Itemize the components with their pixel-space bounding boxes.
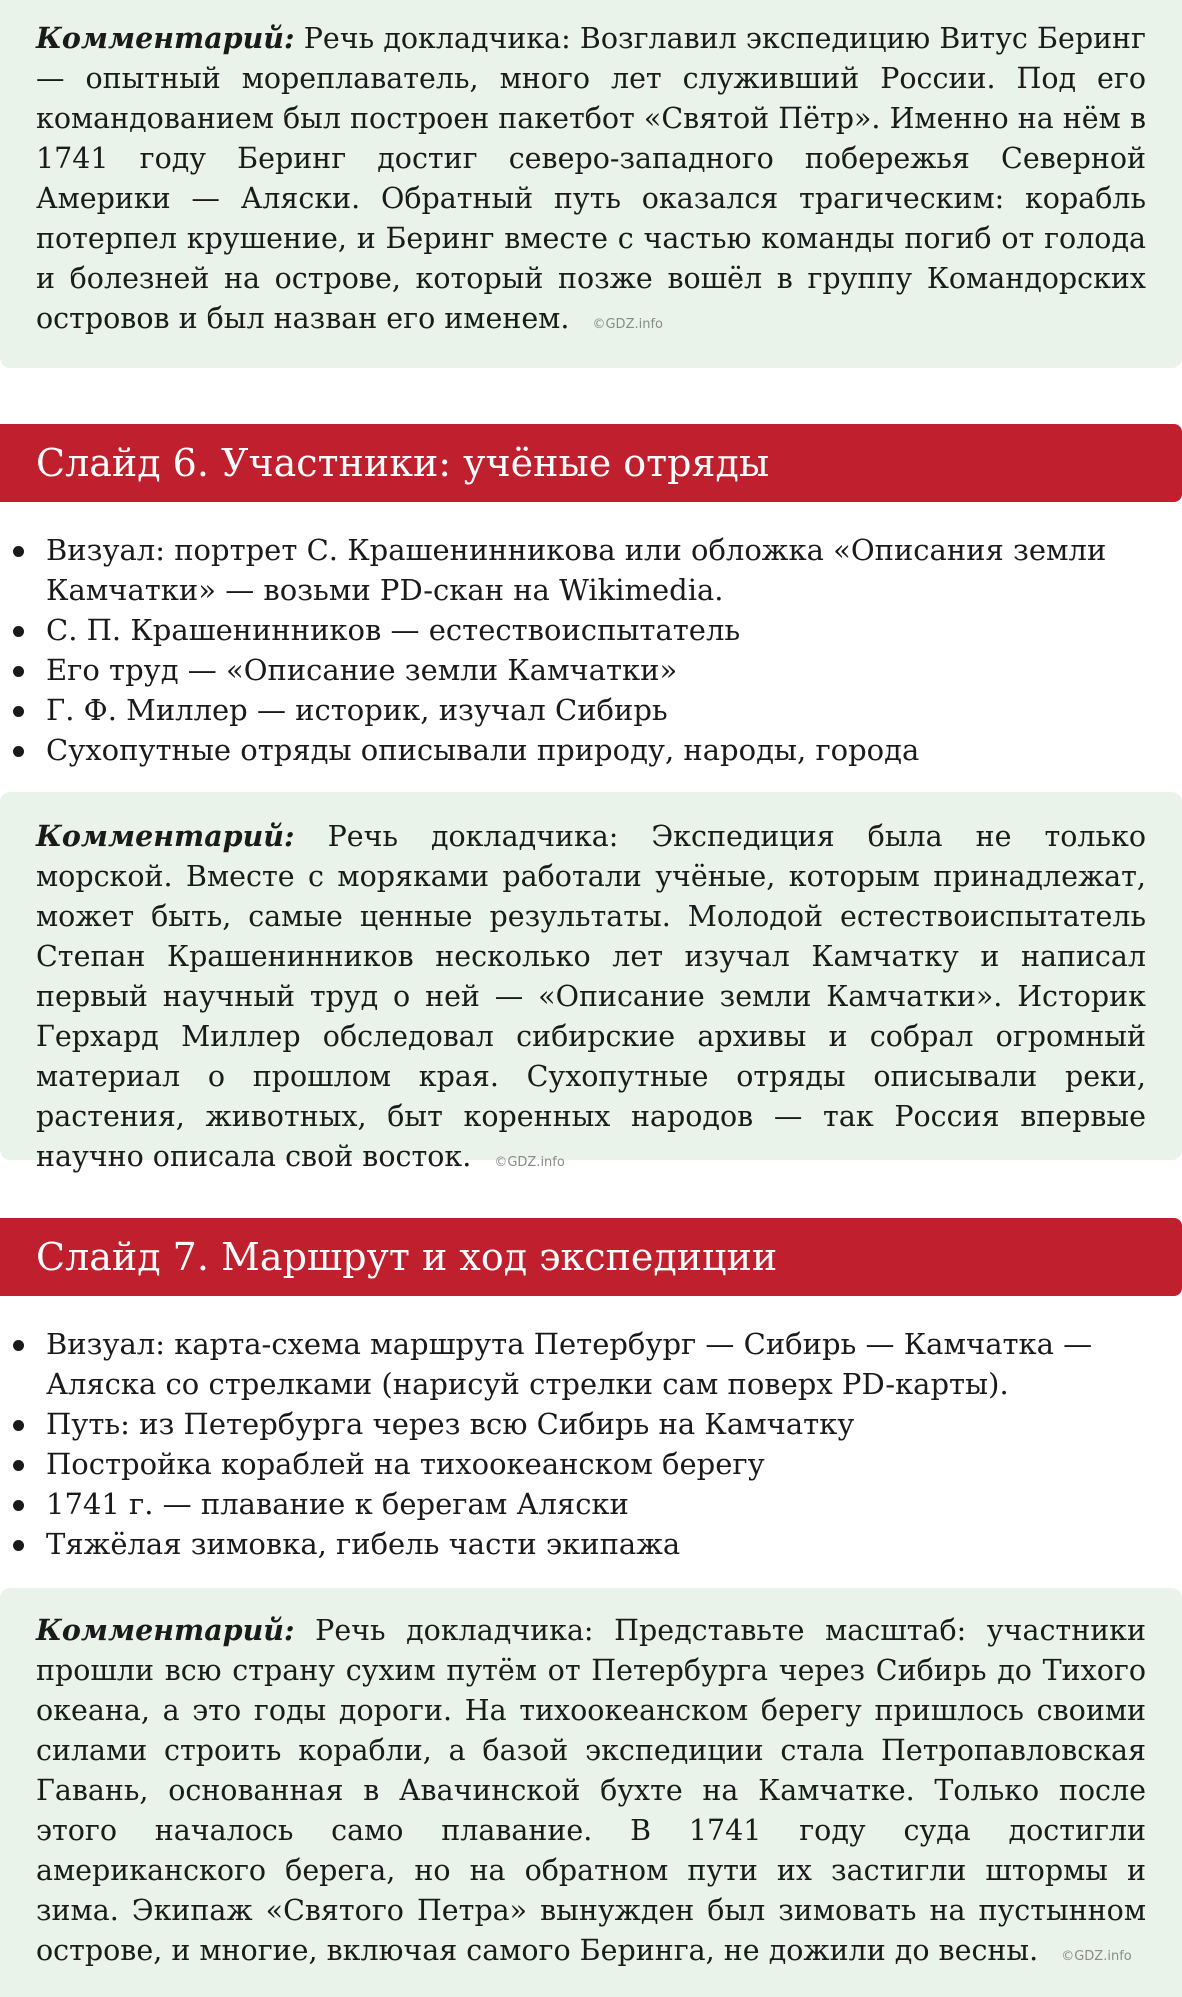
comment-text: Речь докладчика: Представьте масштаб: участники прошли всю страну сухим путём от Петербурга через Сибирь до Тихого океана, а это годы дороги. На тихоокеанском берегу пришлось своими силами строить корабли, а базой экспедиции стала Петропавловская Гавань, основанная в Авачинской бухте на Камчатке. Только после этого началось само плавание. В 1741 году суда достигли американского берега, но на обратном пути их застигли штормы и зима. Экипаж «Святого Петра» вынужден был зимовать на пустынном острове, и многие, включая самого Беринга, не дожили до весны. (36, 1614, 1146, 1967)
watermark: ©GDZ.info (494, 1155, 565, 1170)
comment-slide-7 (0, 1588, 1182, 1997)
slide-6-bullets (0, 530, 1182, 770)
watermark: ©GDZ.info (1061, 1949, 1132, 1964)
comment-slide-6 (0, 792, 1182, 1173)
bullet-item: Визуал: карта-схема маршрута Петербург — Сибирь — Камчатка — Аляска со стрелками (нарисуй стрелки сам поверх PD-карты). (46, 1324, 1182, 1404)
watermark: ©GDZ.info (592, 317, 663, 332)
bullet-item: Сухопутные отряды описывали природу, народы, города (46, 730, 1182, 770)
comment-label: Комментарий: (36, 1613, 295, 1647)
slide-7-bullets (0, 1324, 1182, 1564)
comment-label: Комментарий: (36, 819, 295, 853)
bullet-item: Постройка кораблей на тихоокеанском берегу (46, 1444, 1182, 1484)
comment-text: Речь докладчика: Возглавил экспедицию Витус Беринг — опытный мореплаватель, много лет служивший России. Под его командованием был построен пакетбот «Святой Пётр». Именно на нём в 1741 году Беринг достиг северо-западного побережья Северной Америки — Аляски. Обратный путь оказался трагическим: корабль потерпел крушение, и Беринг вместе с частью команды погиб от голода и болезней на острове, который позже вошёл в группу Командорских островов и был назван его именем. (36, 22, 1146, 335)
comment-slide-5 (0, 0, 1182, 368)
bullet-item: Его труд — «Описание земли Камчатки» (46, 650, 1182, 690)
bullet-item: 1741 г. — плавание к берегам Аляски (46, 1484, 1182, 1524)
bullet-item: Путь: из Петербурга через всю Сибирь на Камчатку (46, 1404, 1182, 1444)
bullet-item: С. П. Крашенинников — естествоиспытатель (46, 610, 1182, 650)
comment-text: Речь докладчика: Экспедиция была не только морской. Вместе с моряками работали учёные, которым принадлежат, может быть, самые ценные результаты. Молодой естествоиспытатель Степан Крашенинников несколько лет изучал Камчатку и написал первый научный труд о ней — «Описание земли Камчатки». Историк Герхард Миллер обследовал сибирские архивы и собрал огромный материал о прошлом края. Сухопутные отряды описывали реки, растения, животных, быт коренных народов — так Россия впервые научно описала свой восток. (36, 820, 1146, 1173)
slide-7-title: Слайд 7. Маршрут и ход экспедиции (0, 1218, 1182, 1296)
slide-6-title: Слайд 6. Участники: учёные отряды (0, 424, 1182, 502)
bullet-item: Г. Ф. Миллер — историк, изучал Сибирь (46, 690, 1182, 730)
bullet-item: Визуал: портрет С. Крашенинникова или обложка «Описания земли Камчатки» — возьми PD-скан на Wikimedia. (46, 530, 1182, 610)
bullet-item: Тяжёлая зимовка, гибель части экипажа (46, 1524, 1182, 1564)
comment-label: Комментарий: (36, 21, 295, 55)
